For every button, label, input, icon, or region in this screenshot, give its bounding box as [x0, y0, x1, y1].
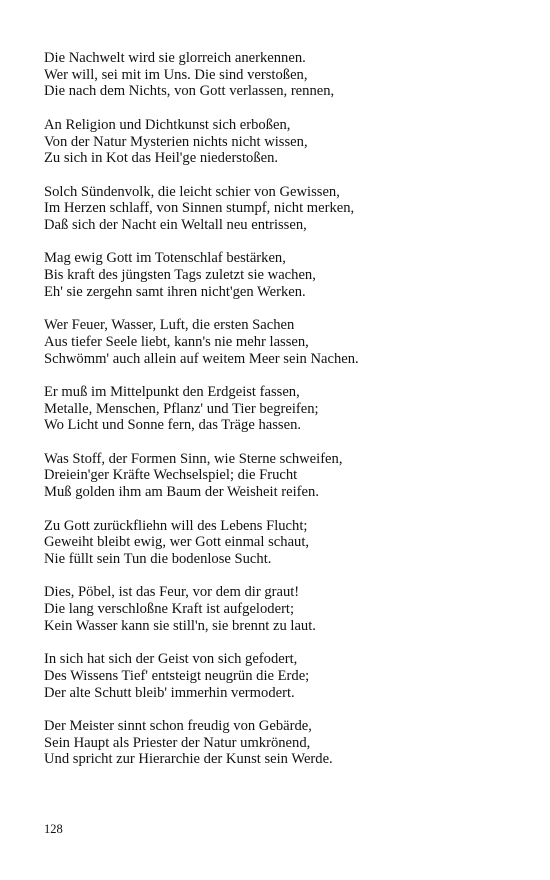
poem-line: Geweiht bleibt ewig, wer Gott einmal schaut,: [44, 534, 310, 551]
poem-line: Dies, Pöbel, ist das Feur, vor dem dir graut!: [44, 584, 300, 601]
poem-line: Eh' sie zergehn samt ihren nicht'gen Werken.: [44, 283, 306, 300]
poem-line: Von der Natur Mysterien nichts nicht wissen,: [44, 133, 308, 150]
poem-line: Sein Haupt als Priester der Natur umkrönend,: [44, 734, 311, 751]
page-number: 128: [44, 822, 63, 836]
poem-line: Mag ewig Gott im Totenschlaf bestärken,: [44, 250, 286, 267]
stanza: [44, 50, 524, 100]
poem-line: Muß golden ihm am Baum der Weisheit reifen.: [44, 484, 319, 501]
poem-line: Er muß im Mittelpunkt den Erdgeist fassen,: [44, 383, 300, 400]
poem-line: Dreiein'ger Kräfte Wechselspiel; die Frucht: [44, 467, 298, 484]
stanza: [44, 518, 524, 568]
poem-line: Die lang verschloßne Kraft ist aufgelodert;: [44, 601, 295, 618]
poem-line: Zu sich in Kot das Heil'ge niederstoßen.: [44, 150, 279, 167]
stanza: [44, 384, 524, 434]
poem-line: Wer will, sei mit im Uns. Die sind verstoßen,: [44, 66, 308, 83]
stanza: [44, 584, 524, 634]
poem-line: Der Meister sinnt schon freudig von Gebärde,: [44, 717, 312, 734]
poem-line: Daß sich der Nacht ein Weltall neu entrissen,: [44, 217, 307, 233]
poem-line: Der alte Schutt bleib' immerhin vermodert.: [44, 684, 295, 701]
poem-line: In sich hat sich der Geist von sich gefodert,: [44, 651, 298, 668]
poem-line: Des Wissens Tief' entsteigt neugrün die Erde;: [44, 667, 310, 684]
stanza: [44, 651, 524, 701]
poem-line: Solch Sündenvolk, die leicht schier von Gewissen,: [44, 183, 340, 200]
stanza: [44, 317, 524, 367]
poem-line: Was Stoff, der Formen Sinn, wie Sterne schweifen,: [44, 450, 343, 467]
poem-line: Bis kraft des jüngsten Tags zuletzt sie wachen,: [44, 267, 316, 284]
poem-line: An Religion und Dichtkunst sich erboßen,: [44, 116, 291, 133]
poem-line: Aus tiefer Seele liebt, kann's nie mehr lassen,: [44, 333, 309, 350]
poem-text: [44, 50, 524, 785]
stanza: [44, 451, 524, 501]
poem-line: Schwömm' auch allein auf weitem Meer sein Nachen.: [44, 350, 359, 367]
stanza: [44, 718, 524, 768]
poem-line: Zu Gott zurückfliehn will des Lebens Flucht;: [44, 517, 308, 534]
poem-line: Wo Licht und Sonne fern, das Träge hassen.: [44, 417, 302, 434]
poem-line: Nie füllt sein Tun die bodenlose Sucht.: [44, 550, 272, 567]
poem-line: Im Herzen schlaff, von Sinnen stumpf, nicht merken,: [44, 200, 355, 217]
stanza: [44, 117, 524, 167]
poem-line: Und spricht zur Hierarchie der Kunst sein Werde.: [44, 751, 333, 768]
poem-line: Metalle, Menschen, Pflanz' und Tier begreifen;: [44, 400, 319, 417]
stanza: [44, 184, 524, 234]
poem-line: Wer Feuer, Wasser, Luft, die ersten Sachen: [44, 317, 295, 334]
poem-line: Die nach dem Nichts, von Gott verlassen, rennen,: [44, 83, 335, 100]
poem-line: Kein Wasser kann sie still'n, sie brennt zu laut.: [44, 617, 316, 634]
stanza: [44, 250, 524, 300]
poem-line: Die Nachwelt wird sie glorreich anerkennen.: [44, 50, 306, 66]
